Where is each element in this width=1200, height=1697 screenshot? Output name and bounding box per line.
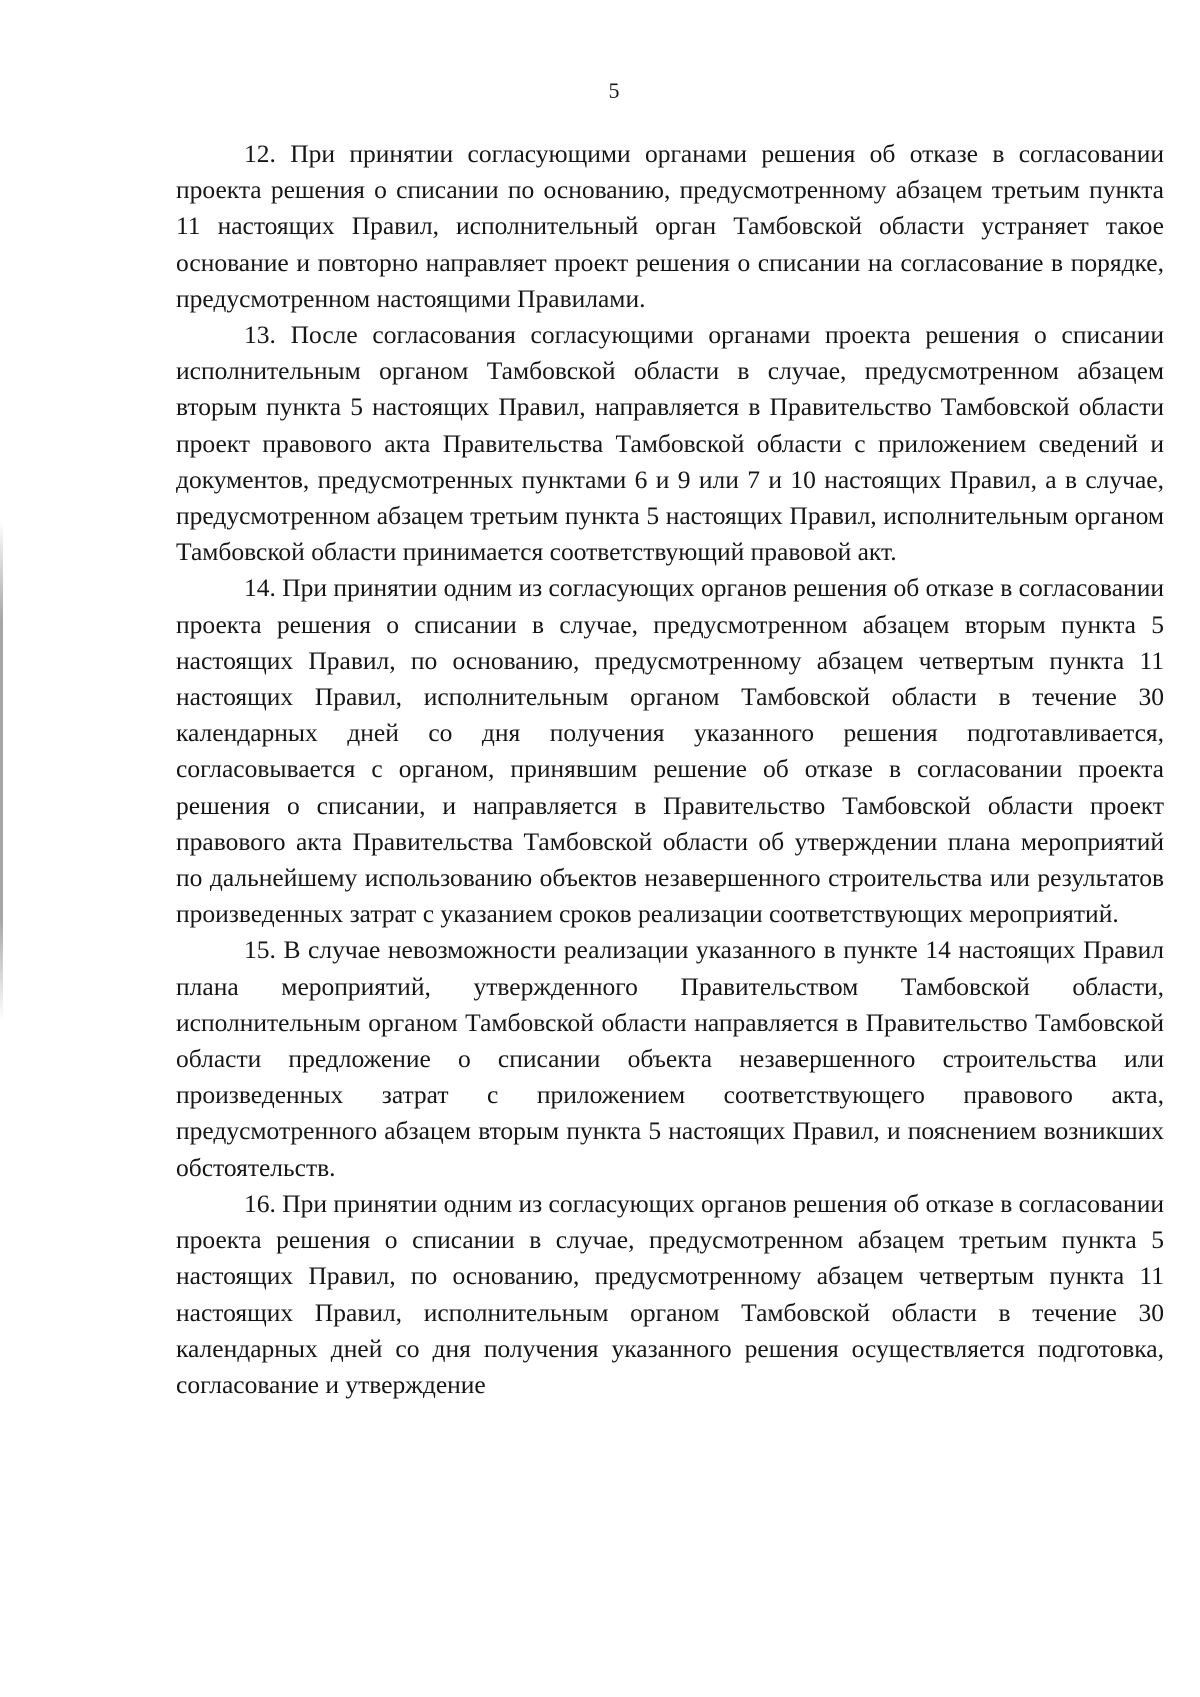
- paragraph-15: 15. В случае невозможности реализации указанного в пункте 14 настоящих Правил плана мероприятий, утвержденного Правительством Тамбовской области, исполнительным органом Тамбовской области направляется в Правительство Тамбовской области предложение о списании объекта незавершенного строительства или произведенных затрат с приложением соответствующего правового акта, предусмотренного абзацем вторым пункта 5 настоящих Правил, и пояснением возникших обстоятельств.: [176, 935, 1164, 1182]
- paragraph-14: 14. При принятии одним из согласующих органов решения об отказе в согласовании проекта решения о списании в случае, предусмотренном абзацем вторым пункта 5 настоящих Правил, по основанию, предусмотренному абзацем четвертым пункта 11 настоящих Правил, исполнительным органом Тамбовской области в течение 30 календарных дней со дня получения указанного решения подготавливается, согласовывается с органом, принявшим решение об отказе в согласовании проекта решения о списании, и направляется в Правительство Тамбовской области проект правового акта Правительства Тамбовской области об утверждении плана мероприятий по дальнейшему использованию объектов незавершенного строительства или результатов произведенных затрат с указанием сроков реализации соответствующих мероприятий.: [176, 573, 1164, 929]
- document-body: [176, 136, 1164, 1403]
- scan-edge-shadow: [0, 520, 3, 1020]
- page-number: 5: [608, 78, 620, 103]
- paragraph-13: 13. После согласования согласующими органами проекта решения о списании исполнительным органом Тамбовской области в случае, предусмотренном абзацем вторым пункта 5 настоящих Правил, направляется в Правительство Тамбовской области проект правового акта Правительства Тамбовской области с приложением сведений и документов, предусмотренных пунктами 6 и 9 или 7 и 10 настоящих Правил, а в случае, предусмотренном абзацем третьим пункта 5 настоящих Правил, исполнительным органом Тамбовской области принимается соответствующий правовой акт.: [176, 320, 1164, 567]
- paragraph-12: 12. При принятии согласующими органами решения об отказе в согласовании проекта решения о списании по основанию, предусмотренному абзацем третьим пункта 11 настоящих Правил, исполнительный орган Тамбовской области устраняет такое основание и повторно направляет проект решения о списании на согласование в порядке, предусмотренном настоящими Правилами.: [176, 139, 1164, 313]
- paragraph-16: 16. При принятии одним из согласующих органов решения об отказе в согласовании проекта решения о списании в случае, предусмотренном абзацем третьим пункта 5 настоящих Правил, по основанию, предусмотренному абзацем четвертым пункта 11 настоящих Правил, исполнительным органом Тамбовской области в течение 30 календарных дней со дня получения указанного решения осуществляется подготовка, согласование и утверждение: [176, 1188, 1164, 1399]
